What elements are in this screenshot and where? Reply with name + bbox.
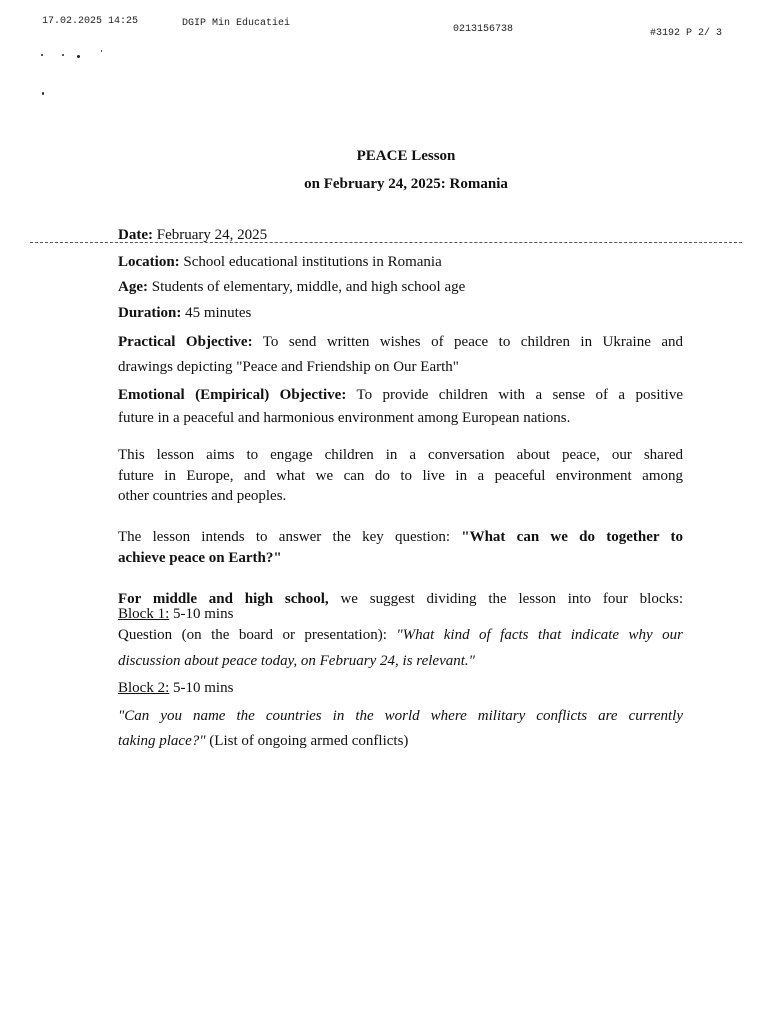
key-question-line-2 xyxy=(118,549,683,567)
practical-objective-label: Practical Objective: xyxy=(118,334,253,350)
fax-phone: 0213156738 xyxy=(453,24,514,35)
scan-specks xyxy=(38,50,118,100)
practical-objective-line-2: drawings depicting "Peace and Friendship on Our Earth" xyxy=(118,359,459,375)
block-2-question-line-2 xyxy=(118,732,683,750)
key-question-bold-2: achieve peace on Earth?" xyxy=(118,550,282,566)
fax-page-number: #3192 P 2/ 3 xyxy=(650,28,723,39)
location-value: School educational institutions in Romania xyxy=(179,254,442,270)
block-1-question-italic-1: "What kind of facts that indicate why our xyxy=(396,627,684,643)
duration-value: 45 minutes xyxy=(181,305,252,321)
blocks-intro-bold: For middle and high school, xyxy=(118,591,329,607)
emotional-objective-label: Emotional (Empirical) Objective: xyxy=(118,387,347,403)
block-1-question-intro: Question (on the board or presentation): xyxy=(118,627,397,643)
blocks-intro-text: we suggest dividing the lesson into four blocks: xyxy=(328,591,683,607)
block-1-time: 5-10 mins xyxy=(169,606,234,622)
fax-header xyxy=(0,14,768,44)
age-line xyxy=(118,278,683,296)
intro-paragraph-line-1: This lesson aims to engage children in a conversation about peace, our shared xyxy=(118,447,683,463)
emotional-objective-line-2: future in a peaceful and harmonious environment among European nations. xyxy=(118,410,571,426)
location-line xyxy=(118,253,683,271)
location-label: Location: xyxy=(118,254,180,270)
block-1-label: Block 1: xyxy=(118,606,170,622)
block-2-question-text: (List of ongoing armed conflicts) xyxy=(205,733,409,749)
emotional-objective-line-1 xyxy=(118,386,683,404)
block-1-question-line-1 xyxy=(118,626,683,644)
block-2-line xyxy=(118,679,683,697)
intro-paragraph-line-3: other countries and peoples. xyxy=(118,488,287,504)
emotional-objective-text-1: To provide children with a sense of a positive xyxy=(346,387,683,403)
practical-objective-text-1: To send written wishes of peace to children in Ukraine and xyxy=(252,334,683,350)
key-question-line-1 xyxy=(118,528,683,546)
block-1-question-line-2 xyxy=(118,652,683,670)
block-1-line xyxy=(118,605,683,623)
date-label: Date: xyxy=(118,227,153,243)
block-1-question-italic-2: discussion about peace today, on February 24, is relevant." xyxy=(118,653,475,669)
lesson-title: PEACE Lesson xyxy=(356,148,456,164)
duration-label: Duration: xyxy=(118,305,182,321)
block-2-time: 5-10 mins xyxy=(169,680,234,696)
block-2-question-italic-1: "Can you name the countries in the world where military conflicts are currently xyxy=(118,708,683,724)
block-2-question-line-1 xyxy=(118,707,683,725)
block-2-label: Block 2: xyxy=(118,680,170,696)
key-question-intro: The lesson intends to answer the key question: xyxy=(118,529,462,545)
fax-sender: DGIP Min Educatiei xyxy=(182,18,291,29)
scan-artifact-line xyxy=(30,242,742,243)
age-label: Age: xyxy=(118,279,148,295)
duration-line xyxy=(118,304,683,322)
lesson-subtitle: on February 24, 2025: Romania xyxy=(304,176,508,192)
key-question-bold-1: "What can we do together to xyxy=(461,529,684,545)
date-value: February 24, 2025 xyxy=(152,227,268,243)
practical-objective-line-1 xyxy=(118,333,683,351)
block-2-question-italic-2: taking place?" xyxy=(118,733,206,749)
fax-datetime: 17.02.2025 14:25 xyxy=(42,16,139,27)
age-value: Students of elementary, middle, and high school age xyxy=(148,279,466,295)
intro-paragraph-line-2: future in Europe, and what we can do to live in a peaceful environment among xyxy=(118,468,683,484)
